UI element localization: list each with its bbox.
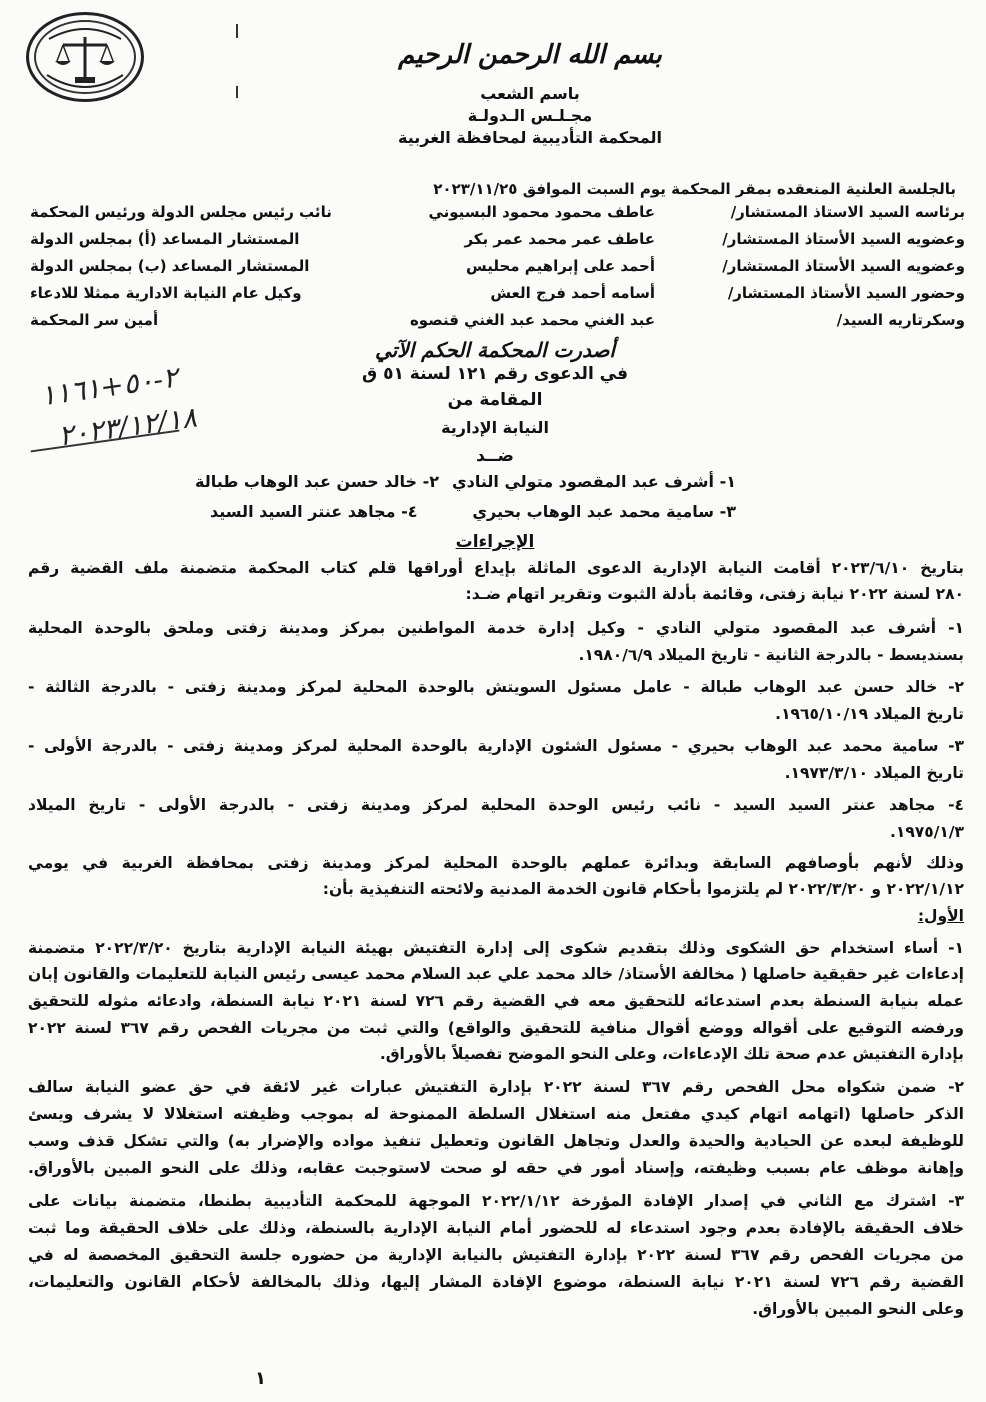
- defendant-item: ٤- مجاهد عنتر السيد السيد: [210, 502, 418, 521]
- body-line: وذلك لأنهم بأوصافهم السابقة وبدائرة عملهم بالوحدة المحلية لمركز ومدينة زفتى بمحافظة الغربية في يومي: [28, 854, 964, 872]
- panel-row: [30, 284, 965, 306]
- defendant-item: ٣- سامية محمد عبد الوهاب بحيري: [472, 502, 736, 521]
- body-line: ١- أساء استخدام حق الشكوى وذلك بتقديم شكوى إلى إدارة التفتيش بهيئة النيابة الإدارية بتاريخ ٢٠٢٢/٣/٢٠ متضمنة: [28, 939, 964, 957]
- body-line: ١٩٧٥/١/٣.: [890, 823, 964, 841]
- body-line: الذكر حاصلها (اتهامه اتهام كيدي مفتعل منه استغلال السلطة الممنوحة له بموجب وظيفته استغلالا لا يشرف ويسئ: [28, 1105, 964, 1123]
- panel-role: وعضويه السيد الأستاذ المستشار/: [722, 230, 965, 248]
- body-line: تاريخ الميلاد ١٩٧٣/٣/١٠.: [784, 764, 964, 782]
- scan-mark: [236, 86, 238, 98]
- panel-row: [30, 311, 965, 333]
- body-line: الأول:: [917, 907, 964, 925]
- court-seal: [26, 12, 144, 102]
- panel-name: عبد الغني محمد عبد الغني قنصوه: [409, 311, 655, 329]
- scales-of-justice-icon: [29, 15, 141, 99]
- handwritten-note: ٢-٥٠+١١٦١: [38, 360, 180, 413]
- panel-position: نائب رئيس مجلس الدولة ورئيس المحكمة: [30, 203, 332, 221]
- panel-role: وعضويه السيد الأستاذ المستشار/: [722, 257, 965, 275]
- body-line: ٢- خالد حسن عبد الوهاب طبالة - عامل مسئول السويتش بالوحدة المحلية لمركز ومدينة زفتى - بالدرجة الثالثة -: [28, 678, 964, 696]
- verdict-heading: أصدرت المحكمة الحكم الآتي: [375, 338, 615, 362]
- session-line: بالجلسة العلنية المنعقده بمقر المحكمة يوم السبت الموافق ٢٠٢٣/١١/٢٥: [433, 180, 956, 198]
- case-number: في الدعوى رقم ١٢١ لسنة ٥١ ق: [361, 364, 629, 384]
- panel-role: وحضور السيد الأستاذ المستشار/: [727, 284, 965, 302]
- panel-row: [30, 257, 965, 279]
- state-council: مجـلـس الـدولـة: [467, 106, 593, 125]
- body-line: ٤- مجاهد عنتر السيد السيد - نائب رئيس الوحدة المحلية لمركز ومدينة زفتى - بالدرجة الأولى - تاريخ الميلاد: [28, 796, 964, 814]
- defendant-item: ٢- خالد حسن عبد الوهاب طبالة: [195, 472, 439, 491]
- body-line: ورفضه التوقيع على أقواله ووضع أقوال منافية للتحقيق والواقع) والتي ثبت من مجريات الفحص رقم ٣٦٧ لسنة ٢٠٢٢: [28, 1019, 964, 1037]
- body-line: ٣- سامية محمد عبد الوهاب بحيري - مسئول الشئون الإدارية بالوحدة المحلية لمركز ومدينة زفتى - بالدرجة الأولى -: [28, 737, 964, 755]
- body-line: ١- أشرف عبد المقصود متولي النادي - وكيل إدارة خدمة المواطنين بمركز ومدينة زفتى وملحق بالوحدة المحلية: [28, 619, 964, 637]
- page-number: ١: [255, 1368, 266, 1389]
- body-line: ٢٨٠ لسنة ٢٠٢٢ نيابة زفتى، وقائمة بأدلة الثبوت وتقرير اتهام ضـد:: [465, 585, 964, 603]
- body-line: من مجريات الفحص رقم ٣٦٧ لسنة ٢٠٢٢ بإدارة التفتيش بالنيابة الإدارية من حضوره جلسة التحقيق المخصصة له في: [28, 1246, 964, 1264]
- panel-position: أمين سر المحكمة: [30, 311, 159, 329]
- court-name: المحكمة التأديبية لمحافظة الغربية: [398, 128, 662, 147]
- against-label: ضــد: [476, 446, 514, 466]
- panel-role: وسكرتاريه السيد/: [836, 311, 965, 329]
- defendant-item: ١- أشرف عبد المقصود متولي النادي: [451, 472, 736, 491]
- body-line: عمله بنيابة السنطة بعدم استدعائه للتحقيق معه في القضية رقم ٧٢٦ لسنة ٢٠٢١ نيابة السنطة، وادعائه مثوله للتحقيق: [28, 992, 964, 1010]
- body-line: وعلى النحو المبين بالأوراق.: [752, 1300, 964, 1318]
- procedures-heading: الإجراءات: [455, 532, 535, 552]
- panel-name: أحمد على إبراهيم محليس: [466, 257, 655, 275]
- scan-mark: [236, 24, 238, 38]
- panel-name: عاطف عمر محمد عمر بكر: [464, 230, 655, 248]
- basmala: بسم الله الرحمن الرحيم: [398, 40, 662, 70]
- panel-name: أسامه أحمد فرج العش: [490, 284, 655, 302]
- body-line: ٢٠٢٢/١/١٢ و ٢٠٢٢/٣/٢٠ لم يلتزموا بأحكام قانون الخدمة المدنية ولائحته التنفيذية بأن:: [322, 880, 964, 898]
- body-line: تاريخ الميلاد ١٩٦٥/١٠/١٩.: [775, 705, 964, 723]
- body-line: القضية رقم ٧٢٦ لسنة ٢٠٢١ نيابة السنطة، موضوع الإفادة المشار إليها، وذلك بالمخالفة لأحكام القانون والتعليمات،: [28, 1273, 964, 1291]
- body-line: وإهانة موظف عام بسبب وظيفته، وإسناد أمور في حقه لو صحت لاستوجبت عقابه، وذلك على النحو المبين بالأوراق.: [28, 1159, 964, 1177]
- panel-position: وكيل عام النيابة الادارية ممثلا للادعاء: [30, 284, 302, 302]
- panel-row: [30, 203, 965, 225]
- panel-position: المستشار المساعد (ب) بمجلس الدولة: [30, 257, 310, 275]
- in-name-of-people: باسم الشعب: [480, 84, 580, 103]
- panel-position: المستشار المساعد (أ) بمجلس الدولة: [30, 230, 300, 248]
- handwritten-date: ٢٠٢٣/١٢/١٨: [56, 400, 199, 453]
- body-line: ٢- ضمن شكواه محل الفحص رقم ٣٦٧ لسنة ٢٠٢٢ بإدارة التفتيش عبارات غير لائقة في حق عضو النيابة سالف: [28, 1078, 964, 1096]
- body-line: إدعاءات غير حقيقية حاصلها ( مخالفة الأستاذ/ خالد محمد علي عبد السلام محمد عيسى رئيس النيابة للتعليمات والقانون إبان: [28, 965, 964, 983]
- panel-role: برئاسه السيد الاستاذ المستشار/: [730, 203, 965, 221]
- body-line: للوظيفة لبعده عن الحيادية والحيدة والعدل وتجاهل القانون وتعطيل تنفيذ مواده والإضرار به) والتي تشكل قذف وسب: [28, 1132, 964, 1150]
- body-line: بتاريخ ٢٠٢٣/٦/١٠ أقامت النيابة الإدارية الدعوى الماثلة بإيداع أوراقها قلم كتاب المحكمة متضمنة ملف القضية رقم: [28, 559, 964, 577]
- panel-name: عاطف محمود محمود البسيوني: [428, 203, 655, 221]
- body-line: بإدارة التفتيش عدم صحة تلك الإدعاءات، وعلى النحو الموضح تفصيلاً بالأوراق.: [379, 1045, 964, 1063]
- body-line: خلاف الحقيقة بالإفادة بعدم وجود استدعاء له للحضور أمام النيابة الإدارية بالسنطة، وذلك على خلاف الحقيقة وما ثبت: [28, 1219, 964, 1237]
- filed-by: النيابة الإدارية: [441, 418, 549, 437]
- body-line: ٣- اشترك مع الثاني في إصدار الإفادة المؤرخة ٢٠٢٢/١/١٢ الموجهة للمحكمة التأديبية بطنطا، متضمنة بيانات على: [28, 1192, 964, 1210]
- body-line: بسنديسط - بالدرجة الثانية - تاريخ الميلاد ١٩٨٠/٦/٩.: [578, 646, 964, 664]
- filed-by-label: المقامة من: [447, 390, 543, 410]
- panel-row: [30, 230, 965, 252]
